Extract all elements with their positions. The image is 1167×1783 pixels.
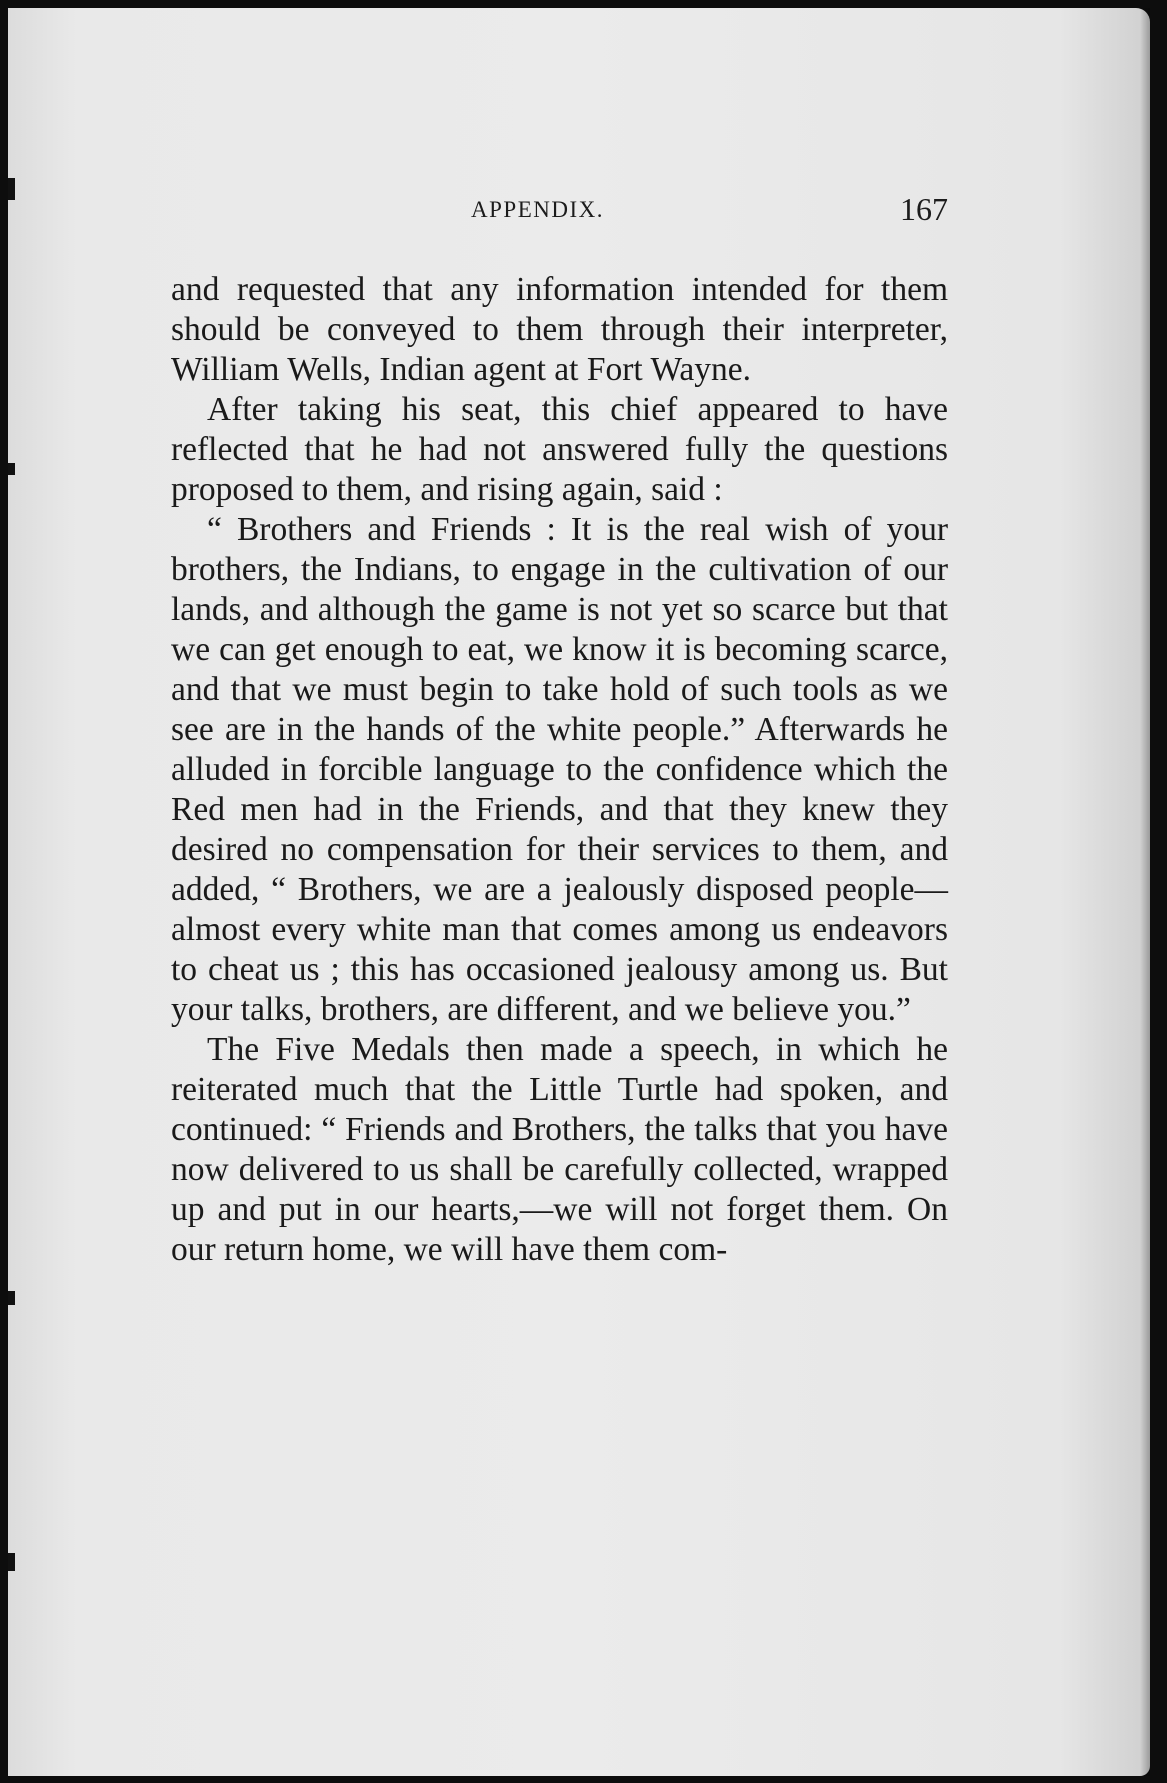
paragraph: “ Brothers and Friends : It is the real wish of your brothers, the Indians, to engage in the cultivation of our lands, and although the game is not yet so scarce but that we can get enough to eat, we know it is becoming scarce, and that we must begin to take hold of such tools as we see are in the hands of the white people.” Afterwards he alluded in forcible language to the confidence which the Red men had in the Friends, and that they knew they desired no compensation for their services to them, and added, “ Brothers, we are a jealously disposed people—almost every white man that comes among us endeavors to cheat us ; this has occasioned jealousy among us. But your talks, brothers, are different, and we believe you.”	[171, 511, 948, 1028]
running-head	[171, 191, 948, 231]
paragraph: and requested that any information intended for them should be conveyed to them through their interpreter, William Wells, Indian agent at Fort Wayne.	[171, 271, 948, 388]
running-title: APPENDIX.	[471, 197, 604, 222]
paragraph: The Five Medals then made a speech, in which he reiterated much that the Little Turtle had spoken, and continued: “ Friends and Brothers, the talks that you have now delivered to us shall be carefully collected, wrapped up and put in our hearts,—we will not forget them. On our return home, we will have them com-	[171, 1031, 948, 1268]
body-text	[171, 270, 948, 1270]
page-number: 167	[900, 191, 948, 227]
binding-mark	[8, 1291, 15, 1305]
book-page	[8, 8, 1150, 1776]
binding-mark	[8, 463, 15, 475]
binding-mark	[8, 1553, 15, 1571]
binding-mark	[8, 178, 15, 200]
paragraph: After taking his seat, this chief appeared to have reflected that he had not answered fully the questions proposed to them, and rising again, said :	[171, 391, 948, 508]
page-edge-shadow	[1140, 8, 1150, 1776]
